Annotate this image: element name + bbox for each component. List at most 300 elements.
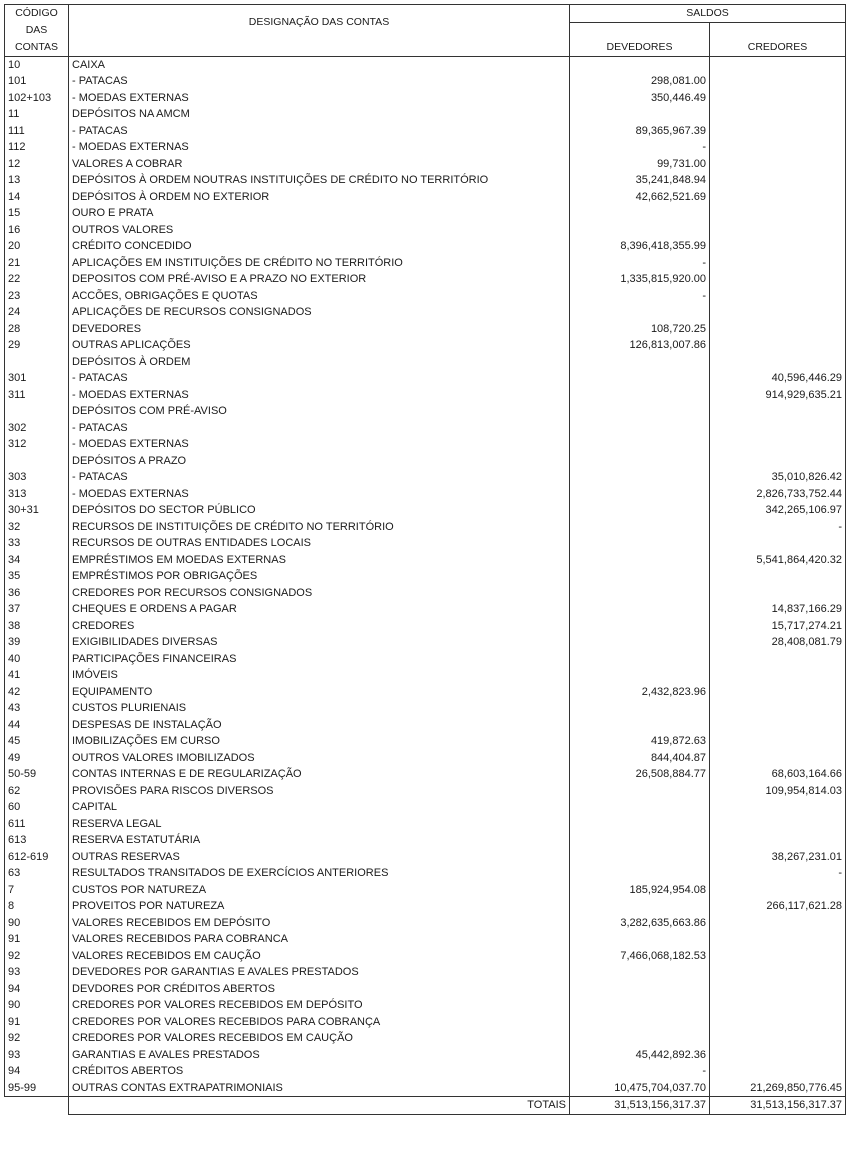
account-code: 28 (5, 321, 69, 338)
account-designation: DEPOSITOS COM PRÉ-AVISO E A PRAZO NO EXTERIOR (69, 271, 570, 288)
credores-value (710, 1030, 846, 1047)
credores-value: 109,954,814.03 (710, 783, 846, 800)
devedores-value (570, 568, 710, 585)
table-row (5, 964, 846, 981)
table-row (5, 354, 846, 371)
account-rows (5, 56, 846, 1097)
account-code: 30+31 (5, 502, 69, 519)
header-credores: CREDORES (710, 39, 846, 56)
account-code: 312 (5, 436, 69, 453)
accounts-table (4, 4, 846, 1115)
account-designation: CRÉDITO CONCEDIDO (69, 238, 570, 255)
account-code: 40 (5, 651, 69, 668)
table-row (5, 618, 846, 635)
account-code: 38 (5, 618, 69, 635)
credores-value (710, 139, 846, 156)
credores-value (710, 667, 846, 684)
account-code: 13 (5, 172, 69, 189)
credores-value (710, 733, 846, 750)
credores-value (710, 816, 846, 833)
table-row (5, 766, 846, 783)
devedores-value (570, 1014, 710, 1031)
account-code: 23 (5, 288, 69, 305)
table-row (5, 436, 846, 453)
account-code: 311 (5, 387, 69, 404)
account-code: 91 (5, 1014, 69, 1031)
table-row (5, 1080, 846, 1097)
account-code: 111 (5, 123, 69, 140)
account-code: 44 (5, 717, 69, 734)
credores-value (710, 56, 846, 73)
devedores-value (570, 585, 710, 602)
credores-value: - (710, 865, 846, 882)
account-code: 94 (5, 981, 69, 998)
account-designation: CUSTOS PLURIENAIS (69, 700, 570, 717)
account-code: 42 (5, 684, 69, 701)
account-code: 62 (5, 783, 69, 800)
account-designation: PARTICIPAÇÕES FINANCEIRAS (69, 651, 570, 668)
account-designation: OUTRAS APLICAÇÕES (69, 337, 570, 354)
table-row (5, 948, 846, 965)
table-row (5, 601, 846, 618)
account-code: 95-99 (5, 1080, 69, 1097)
account-designation: VALORES RECEBIDOS PARA COBRANCA (69, 931, 570, 948)
credores-value: 38,267,231.01 (710, 849, 846, 866)
devedores-value: - (570, 1063, 710, 1080)
devedores-value: 42,662,521.69 (570, 189, 710, 206)
account-code: 35 (5, 568, 69, 585)
table-row (5, 420, 846, 437)
account-designation: - MOEDAS EXTERNAS (69, 436, 570, 453)
header-saldos: SALDOS (570, 5, 846, 23)
table-row (5, 568, 846, 585)
devedores-value (570, 370, 710, 387)
table-row (5, 139, 846, 156)
account-code: 43 (5, 700, 69, 717)
account-code: 93 (5, 1047, 69, 1064)
credores-value (710, 568, 846, 585)
table-row (5, 799, 846, 816)
credores-value (710, 1014, 846, 1031)
credores-value (710, 651, 846, 668)
devedores-value: - (570, 255, 710, 272)
devedores-value (570, 106, 710, 123)
account-designation: APLICAÇÕES EM INSTITUIÇÕES DE CRÉDITO NO TERRITÓRIO (69, 255, 570, 272)
devedores-value: 298,081.00 (570, 73, 710, 90)
devedores-value: 7,466,068,182.53 (570, 948, 710, 965)
credores-value: 15,717,274.21 (710, 618, 846, 635)
totals-devedores: 31,513,156,317.37 (570, 1097, 710, 1115)
devedores-value (570, 717, 710, 734)
account-designation: DEVEDORES POR GARANTIAS E AVALES PRESTADOS (69, 964, 570, 981)
account-code: 101 (5, 73, 69, 90)
account-designation: - PATACAS (69, 370, 570, 387)
table-row (5, 172, 846, 189)
account-code: 90 (5, 915, 69, 932)
totals-credores: 31,513,156,317.37 (710, 1097, 846, 1115)
table-row (5, 849, 846, 866)
account-code (5, 453, 69, 470)
table-row (5, 651, 846, 668)
account-code: 24 (5, 304, 69, 321)
account-designation: EMPRÉSTIMOS POR OBRIGAÇÕES (69, 568, 570, 585)
table-row (5, 700, 846, 717)
account-code: 611 (5, 816, 69, 833)
devedores-value (570, 1030, 710, 1047)
account-designation: - PATACAS (69, 73, 570, 90)
devedores-value: 126,813,007.86 (570, 337, 710, 354)
credores-value (710, 717, 846, 734)
credores-value: 28,408,081.79 (710, 634, 846, 651)
account-designation: OUTROS VALORES IMOBILIZADOS (69, 750, 570, 767)
devedores-value (570, 469, 710, 486)
account-designation: IMOBILIZAÇÕES EM CURSO (69, 733, 570, 750)
devedores-value (570, 403, 710, 420)
account-designation: PROVISÕES PARA RISCOS DIVERSOS (69, 783, 570, 800)
table-row (5, 931, 846, 948)
account-code: 41 (5, 667, 69, 684)
devedores-value: 89,365,967.39 (570, 123, 710, 140)
account-designation: CAIXA (69, 56, 570, 73)
devedores-value (570, 304, 710, 321)
account-code: 39 (5, 634, 69, 651)
credores-value (710, 304, 846, 321)
devedores-value (570, 601, 710, 618)
table-row (5, 915, 846, 932)
table-row (5, 469, 846, 486)
table-row (5, 552, 846, 569)
table-row (5, 453, 846, 470)
totals-row (5, 1097, 846, 1115)
credores-value: 35,010,826.42 (710, 469, 846, 486)
account-designation: RESERVA LEGAL (69, 816, 570, 833)
header-designation: DESIGNAÇÃO DAS CONTAS (69, 5, 570, 40)
table-row (5, 816, 846, 833)
account-code: 92 (5, 948, 69, 965)
table-row (5, 783, 846, 800)
header-code-line1: CÓDIGO (5, 5, 69, 23)
devedores-value: - (570, 139, 710, 156)
account-designation: ACCÕES, OBRIGAÇÕES E QUOTAS (69, 288, 570, 305)
account-designation: CREDORES (69, 618, 570, 635)
account-designation: - MOEDAS EXTERNAS (69, 139, 570, 156)
credores-value (710, 1047, 846, 1064)
credores-value (710, 73, 846, 90)
credores-value: 914,929,635.21 (710, 387, 846, 404)
account-designation: VALORES A COBRAR (69, 156, 570, 173)
account-code: 10 (5, 56, 69, 73)
table-row (5, 535, 846, 552)
table-row (5, 271, 846, 288)
account-designation: DEPÓSITOS À ORDEM (69, 354, 570, 371)
account-designation: - MOEDAS EXTERNAS (69, 90, 570, 107)
account-code: 49 (5, 750, 69, 767)
table-row (5, 90, 846, 107)
table-row (5, 337, 846, 354)
credores-value (710, 915, 846, 932)
devedores-value (570, 931, 710, 948)
credores-value (710, 222, 846, 239)
account-designation: CONTAS INTERNAS E DE REGULARIZAÇÃO (69, 766, 570, 783)
table-row (5, 222, 846, 239)
account-designation: DEPÓSITOS À ORDEM NO EXTERIOR (69, 189, 570, 206)
table-row (5, 750, 846, 767)
devedores-value: 3,282,635,663.86 (570, 915, 710, 932)
credores-value: 40,596,446.29 (710, 370, 846, 387)
table-row (5, 387, 846, 404)
table-row (5, 981, 846, 998)
credores-value (710, 354, 846, 371)
credores-value (710, 156, 846, 173)
table-row (5, 73, 846, 90)
account-designation: DEPÓSITOS NA AMCM (69, 106, 570, 123)
devedores-value (570, 56, 710, 73)
devedores-value (570, 832, 710, 849)
devedores-value: 10,475,704,037.70 (570, 1080, 710, 1097)
credores-value: 266,117,621.28 (710, 898, 846, 915)
balance-sheet (4, 4, 845, 1115)
devedores-value (570, 849, 710, 866)
devedores-value (570, 502, 710, 519)
devedores-value: 185,924,954.08 (570, 882, 710, 899)
devedores-value: 1,335,815,920.00 (570, 271, 710, 288)
account-code: 29 (5, 337, 69, 354)
account-designation: DEVDORES POR CRÉDITOS ABERTOS (69, 981, 570, 998)
account-designation: OUTRAS CONTAS EXTRAPATRIMONIAIS (69, 1080, 570, 1097)
table-row (5, 898, 846, 915)
account-code: 34 (5, 552, 69, 569)
account-designation: - MOEDAS EXTERNAS (69, 387, 570, 404)
credores-value (710, 981, 846, 998)
table-row (5, 585, 846, 602)
account-designation: DEPÓSITOS COM PRÉ-AVISO (69, 403, 570, 420)
credores-value (710, 964, 846, 981)
devedores-value (570, 453, 710, 470)
devedores-value: - (570, 288, 710, 305)
account-designation: RECURSOS DE OUTRAS ENTIDADES LOCAIS (69, 535, 570, 552)
account-code: 15 (5, 205, 69, 222)
account-code: 45 (5, 733, 69, 750)
credores-value (710, 585, 846, 602)
credores-value (710, 205, 846, 222)
table-row (5, 865, 846, 882)
credores-value (710, 238, 846, 255)
devedores-value (570, 997, 710, 1014)
credores-value (710, 750, 846, 767)
devedores-value (570, 898, 710, 915)
credores-value (710, 832, 846, 849)
account-designation: CUSTOS POR NATUREZA (69, 882, 570, 899)
devedores-value: 350,446.49 (570, 90, 710, 107)
account-designation: EXIGIBILIDADES DIVERSAS (69, 634, 570, 651)
account-designation: CREDORES POR VALORES RECEBIDOS PARA COBRANÇA (69, 1014, 570, 1031)
account-code: 93 (5, 964, 69, 981)
credores-value (710, 799, 846, 816)
table-row (5, 205, 846, 222)
credores-value (710, 123, 846, 140)
table-row (5, 288, 846, 305)
account-designation: VALORES RECEBIDOS EM DEPÓSITO (69, 915, 570, 932)
table-row (5, 1063, 846, 1080)
credores-value: 14,837,166.29 (710, 601, 846, 618)
devedores-value (570, 799, 710, 816)
credores-value (710, 436, 846, 453)
account-designation: - PATACAS (69, 123, 570, 140)
account-code: 50-59 (5, 766, 69, 783)
account-designation: RESULTADOS TRANSITADOS DE EXERCÍCIOS ANTERIORES (69, 865, 570, 882)
devedores-value (570, 519, 710, 536)
account-code: 90 (5, 997, 69, 1014)
credores-value (710, 684, 846, 701)
account-designation: CAPITAL (69, 799, 570, 816)
credores-value (710, 997, 846, 1014)
account-designation: CREDORES POR VALORES RECEBIDOS EM CAUÇÃO (69, 1030, 570, 1047)
table-row (5, 1014, 846, 1031)
account-code: 20 (5, 238, 69, 255)
account-designation: APLICAÇÕES DE RECURSOS CONSIGNADOS (69, 304, 570, 321)
account-designation: CRÉDITOS ABERTOS (69, 1063, 570, 1080)
account-code: 21 (5, 255, 69, 272)
devedores-value (570, 535, 710, 552)
account-code: 102+103 (5, 90, 69, 107)
devedores-value (570, 354, 710, 371)
credores-value: 21,269,850,776.45 (710, 1080, 846, 1097)
credores-value (710, 948, 846, 965)
credores-value: - (710, 519, 846, 536)
devedores-value: 2,432,823.96 (570, 684, 710, 701)
account-code: 36 (5, 585, 69, 602)
header-code-line2: DAS (5, 22, 69, 39)
table-row (5, 882, 846, 899)
table-row (5, 486, 846, 503)
devedores-value (570, 865, 710, 882)
credores-value (710, 420, 846, 437)
table-row (5, 502, 846, 519)
account-code (5, 403, 69, 420)
devedores-value (570, 816, 710, 833)
account-code: 33 (5, 535, 69, 552)
devedores-value: 99,731.00 (570, 156, 710, 173)
table-row (5, 403, 846, 420)
credores-value (710, 321, 846, 338)
account-designation: PROVEITOS POR NATUREZA (69, 898, 570, 915)
table-row (5, 106, 846, 123)
header-code-line3: CONTAS (5, 39, 69, 56)
table-row (5, 189, 846, 206)
account-designation: DEPÓSITOS DO SECTOR PÚBLICO (69, 502, 570, 519)
account-designation: RECURSOS DE INSTITUIÇÕES DE CRÉDITO NO TERRITÓRIO (69, 519, 570, 536)
header-devedores: DEVEDORES (570, 39, 710, 56)
account-designation: VALORES RECEBIDOS EM CAUÇÃO (69, 948, 570, 965)
credores-value (710, 882, 846, 899)
devedores-value (570, 436, 710, 453)
devedores-value (570, 651, 710, 668)
account-code: 313 (5, 486, 69, 503)
account-designation: - MOEDAS EXTERNAS (69, 486, 570, 503)
account-code: 60 (5, 799, 69, 816)
account-designation: EMPRÉSTIMOS EM MOEDAS EXTERNAS (69, 552, 570, 569)
account-code: 14 (5, 189, 69, 206)
account-code: 12 (5, 156, 69, 173)
account-code: 32 (5, 519, 69, 536)
account-designation: - PATACAS (69, 420, 570, 437)
devedores-value (570, 387, 710, 404)
devedores-value (570, 964, 710, 981)
credores-value (710, 172, 846, 189)
credores-value (710, 535, 846, 552)
devedores-value: 844,404.87 (570, 750, 710, 767)
account-code: 112 (5, 139, 69, 156)
devedores-value: 26,508,884.77 (570, 766, 710, 783)
devedores-value: 45,442,892.36 (570, 1047, 710, 1064)
table-row (5, 370, 846, 387)
credores-value (710, 189, 846, 206)
account-designation: GARANTIAS E AVALES PRESTADOS (69, 1047, 570, 1064)
devedores-value (570, 552, 710, 569)
table-row (5, 733, 846, 750)
devedores-value (570, 486, 710, 503)
credores-value (710, 453, 846, 470)
account-designation: EQUIPAMENTO (69, 684, 570, 701)
account-designation: CHEQUES E ORDENS A PAGAR (69, 601, 570, 618)
account-code: 11 (5, 106, 69, 123)
credores-value (710, 288, 846, 305)
account-code: 63 (5, 865, 69, 882)
account-designation: CREDORES POR VALORES RECEBIDOS EM DEPÓSITO (69, 997, 570, 1014)
credores-value: 68,603,164.66 (710, 766, 846, 783)
devedores-value (570, 222, 710, 239)
devedores-value (570, 667, 710, 684)
credores-value (710, 403, 846, 420)
table-row (5, 156, 846, 173)
devedores-value: 108,720.25 (570, 321, 710, 338)
account-code: 37 (5, 601, 69, 618)
table-row (5, 717, 846, 734)
totals-label: TOTAIS (69, 1097, 570, 1115)
credores-value (710, 90, 846, 107)
devedores-value (570, 783, 710, 800)
credores-value (710, 337, 846, 354)
table-row (5, 832, 846, 849)
table-row (5, 519, 846, 536)
credores-value: 342,265,106.97 (710, 502, 846, 519)
account-code: 612-619 (5, 849, 69, 866)
account-designation: DEVEDORES (69, 321, 570, 338)
table-row (5, 1047, 846, 1064)
account-designation: OURO E PRATA (69, 205, 570, 222)
account-code: 301 (5, 370, 69, 387)
table-header (5, 5, 846, 57)
table-row (5, 1030, 846, 1047)
table-row (5, 255, 846, 272)
credores-value: 2,826,733,752.44 (710, 486, 846, 503)
credores-value (710, 1063, 846, 1080)
credores-value (710, 106, 846, 123)
account-code: 92 (5, 1030, 69, 1047)
account-code: 94 (5, 1063, 69, 1080)
devedores-value (570, 205, 710, 222)
table-row (5, 634, 846, 651)
table-row (5, 304, 846, 321)
credores-value: 5,541,864,420.32 (710, 552, 846, 569)
account-designation: DESPESAS DE INSTALAÇÃO (69, 717, 570, 734)
account-code: 22 (5, 271, 69, 288)
devedores-value: 35,241,848.94 (570, 172, 710, 189)
credores-value (710, 255, 846, 272)
account-designation: DEPÓSITOS A PRAZO (69, 453, 570, 470)
account-designation: OUTROS VALORES (69, 222, 570, 239)
account-code: 302 (5, 420, 69, 437)
